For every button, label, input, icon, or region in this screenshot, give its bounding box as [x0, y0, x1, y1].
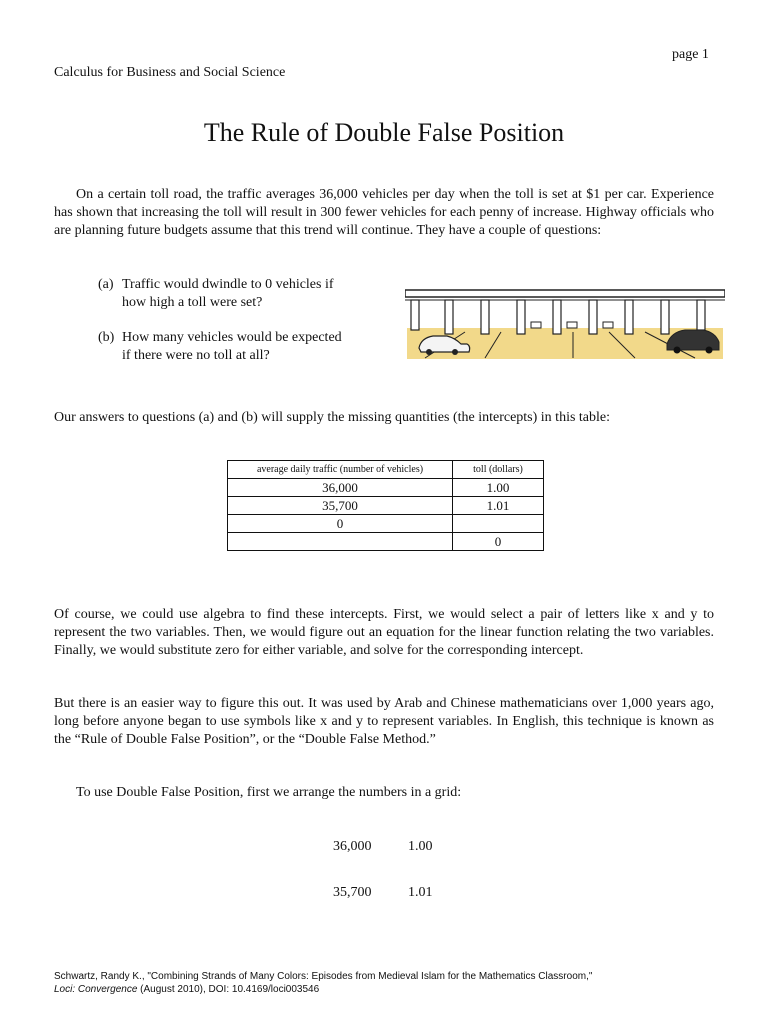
table-row [228, 497, 544, 515]
page-title: The Rule of Double False Position [203, 118, 565, 147]
citation-line: Schwartz, Randy K., "Combining Strands of Many Colors: Episodes from Medieval Islam for the Mathematics Classroom," [54, 971, 593, 982]
journal-name: Loci: Convergence [54, 984, 138, 995]
intro-paragraph: On a certain toll road, the traffic averages 36,000 vehicles per day when the toll is set at $1 per car. Experience has shown that increasing the toll will result in 300 fewer vehicles for each penny of increase. Highway officials who are planning future budgets assume that this trend will continue. They have a couple of questions: [54, 187, 714, 238]
table-cell: 1.00 [453, 479, 544, 497]
table-header-row [228, 461, 544, 479]
table-row [228, 515, 544, 533]
question-a [98, 276, 368, 312]
question-text: Traffic would dwindle to 0 vehicles if [122, 277, 334, 292]
table-cell: 36,000 [228, 479, 453, 497]
course-title: Calculus for Business and Social Science [54, 65, 286, 80]
table-cell: 0 [228, 515, 453, 533]
question-b [98, 329, 368, 365]
citation-line [54, 983, 592, 996]
column-header-toll: toll (dollars) [453, 461, 544, 479]
grid-cell: 36,000 [333, 839, 372, 854]
citation-footer [54, 970, 592, 996]
page-number: page 1 [672, 47, 709, 62]
question-text: how high a toll were set? [122, 295, 263, 310]
grid-cell: 1.00 [408, 839, 433, 854]
grid-intro: To use Double False Position, first we arrange the numbers in a grid: [76, 785, 462, 800]
table-cell [228, 533, 453, 551]
grid-cell: 1.01 [408, 885, 433, 900]
table-cell: 1.01 [453, 497, 544, 515]
algebra-paragraph: Of course, we could use algebra to find these intercepts. First, we would select a pair of letters like x and y to represent the two variables. Then, we would figure out an equation for the linear function relating the two variables. Finally, we would substitute zero for either variable, and solve for the corresponding intercept. [54, 607, 714, 658]
table-cell: 35,700 [228, 497, 453, 515]
history-paragraph: But there is an easier way to figure this out. It was used by Arab and Chinese mathematicians over 1,000 years ago, long before anyone began to use symbols like x and y to represent variables. In English, this technique is known as the “Rule of Double False Position”, or the “Double False Method.” [54, 696, 714, 747]
citation-details: (August 2010), DOI: 10.4169/loci003546 [137, 984, 320, 995]
table-intro: Our answers to questions (a) and (b) will supply the missing quantities (the intercepts) in this table: [54, 410, 611, 425]
table-cell: 0 [453, 533, 544, 551]
table-row [228, 533, 544, 551]
question-text: if there were no toll at all? [122, 348, 270, 363]
table-cell [453, 515, 544, 533]
table-row [228, 479, 544, 497]
question-label: (b) [98, 330, 115, 345]
question-text: How many vehicles would be expected [122, 330, 342, 345]
intercept-table [227, 460, 544, 551]
grid-cell: 35,700 [333, 885, 372, 900]
toll-booth-illustration [405, 288, 725, 360]
column-header-traffic: average daily traffic (number of vehicles) [228, 461, 453, 479]
question-label: (a) [98, 277, 114, 292]
